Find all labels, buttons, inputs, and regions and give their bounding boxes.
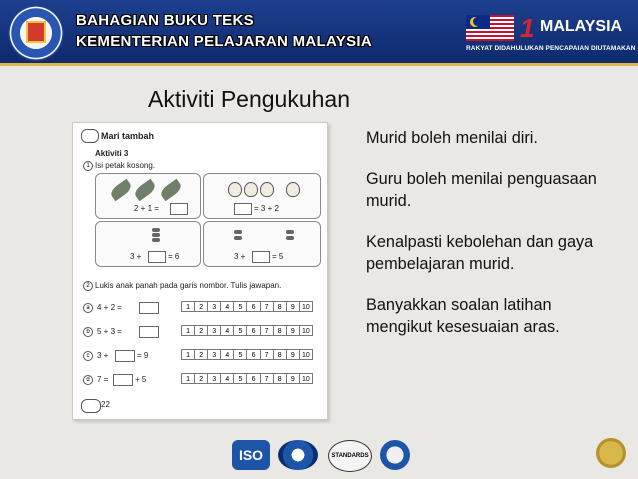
ws-panel-d <box>203 221 321 267</box>
certification-logo <box>278 440 318 470</box>
ws-eq-a: 2 + 1 = <box>134 204 159 213</box>
ministry-logo <box>8 5 64 61</box>
header-banner <box>0 0 638 66</box>
ws-eq-d-left: 3 + <box>234 252 246 261</box>
bee-icon <box>81 399 101 413</box>
ws-panel-c <box>95 221 201 267</box>
standards-logo: STANDARDS <box>328 440 372 472</box>
quality-seal-logo <box>380 440 410 470</box>
ws-eq-c-left: 3 + <box>130 252 142 261</box>
malaysia-flag-icon <box>466 15 514 41</box>
ws-q2-label: 2 <box>83 281 93 291</box>
header-line1: BAHAGIAN BUKU TEKS <box>76 12 254 29</box>
number-line: 1 2 3 4 5 6 7 8 9 10 <box>181 301 313 312</box>
slogan: RAKYAT DIDAHULUKAN PENCAPAIAN DIUTAMAKAN <box>466 45 636 52</box>
ws-activity: Aktiviti 3 <box>95 149 129 158</box>
note-1: Murid boleh menilai diri. <box>366 129 538 147</box>
number-line: 1 2 3 4 5 6 7 8 9 10 <box>181 325 313 336</box>
ws-heading: Mari tambah <box>101 131 155 141</box>
header-line2: KEMENTERIAN PELAJARAN MALAYSIA <box>76 33 372 50</box>
note-2: Guru boleh menilai penguasaan murid. <box>366 170 597 210</box>
ws-panel-a <box>95 173 201 219</box>
ws-q1-text: Isi petak kosong. <box>95 161 156 170</box>
ws-q1-label: 1 <box>83 161 93 171</box>
ws-panel-b <box>203 173 321 219</box>
note-4: Banyakkan soalan latihan mengikut kesesuaian aras. <box>366 296 560 336</box>
note-3: Kenalpasti kebolehan dan gaya pembelajaran murid. <box>366 233 594 273</box>
ws-q2-text: Lukis anak panah pada garis nombor. Tulis jawapan. <box>95 281 282 290</box>
number-line: 1 2 3 4 5 6 7 8 9 10 <box>181 373 313 384</box>
number-line: 1 2 3 4 5 6 7 8 9 10 <box>181 349 313 360</box>
ws-eq-b: = 3 + 2 <box>254 204 279 213</box>
gold-seal-icon <box>596 438 626 468</box>
worksheet-image: Mari tambah Aktiviti 3 1 Isi petak kosong. 2 + 1 = = 3 + 2 3 + = 6 3 + = 5 2 Lukis anak panah pada garis nombor. Tulis jawapan. a 4 + 2 = 1 2 3 4 5 6 7 8 9 10 b 5 + 3 = 1 2 3 4 5 6 7 8 9 10 c 3 + = 9 1 2 3 4 5 6 7 8 9 10 d 7 = + 5 1 2 3 4 5 6 7 8 9 10 22 <box>72 122 328 420</box>
ws-eq-d-right: = 5 <box>272 252 284 261</box>
bee-icon <box>81 129 99 143</box>
slide-title: Aktiviti Pengukuhan <box>148 86 351 112</box>
iso-logo: ISO <box>232 440 270 470</box>
brand-name: MALAYSIA <box>540 18 623 35</box>
ws-eq-c-right: = 6 <box>168 252 180 261</box>
ws-page-number: 22 <box>101 400 110 409</box>
brand-number: 1 <box>520 13 535 43</box>
notes-list <box>366 127 606 357</box>
